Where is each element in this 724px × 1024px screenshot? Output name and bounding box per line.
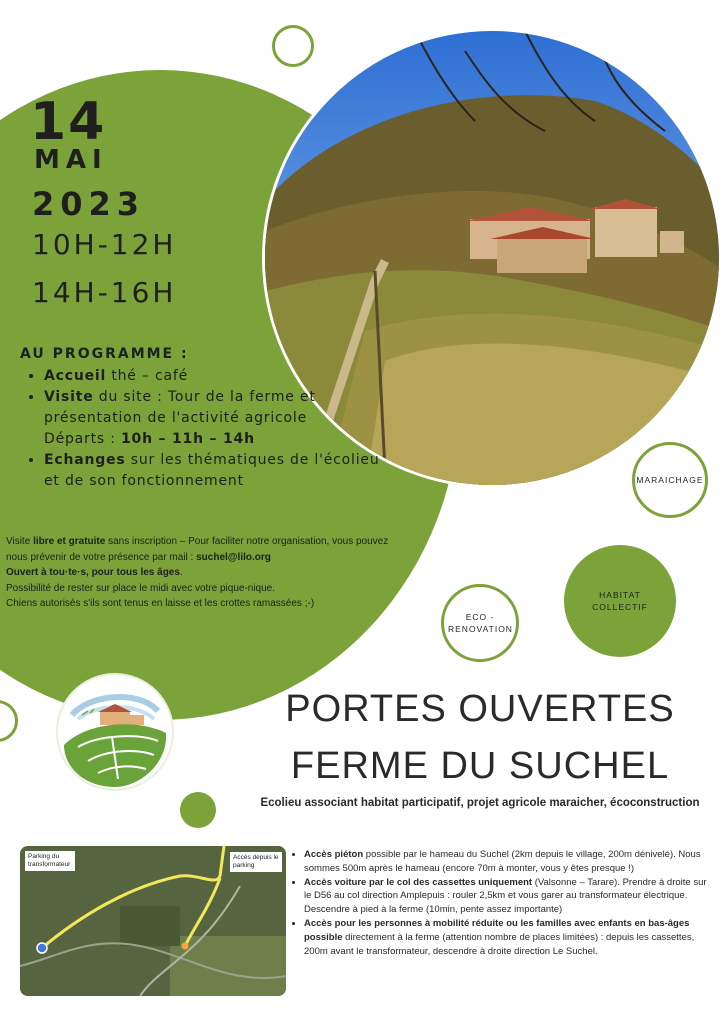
tag-eco-renovation: ECO - RENOVATION xyxy=(441,584,519,662)
program-item-echanges: • Echanges sur les thématiques de l'écolieu et de son fonctionnement xyxy=(44,450,380,492)
access-voiture: • Accès voiture par le col des cassettes uniquement (Valsonne – Tarare). Prendre à droite sur le D56 au col direction Amplepuis : rouler 2,5km et vous garer au transformateur électrique. Descendre à pied à la ferme (10min, pente assez importante) xyxy=(304,876,715,917)
program-item-accueil: • Accueil thé – café xyxy=(44,366,380,387)
program-title: AU PROGRAMME : xyxy=(20,346,189,362)
small-dot xyxy=(180,792,216,828)
subtitle: Ecolieu associant habitat participatif, projet agricole maraicher, écoconstruction xyxy=(260,797,700,809)
access-pieton: • Accès piéton possible par le hameau du Suchel (2km depuis le village, 200m dénivelé). Nous sommes 500m après le hameau (encore 70m à monter, vous y êtes presque !) xyxy=(304,848,715,876)
logo xyxy=(58,675,172,789)
tag-habitat-collectif: HABITAT COLLECTIF xyxy=(564,545,676,657)
program-list xyxy=(30,366,380,492)
logo-icon xyxy=(58,675,172,789)
small-ring-top xyxy=(272,25,314,67)
date-year: 2023 xyxy=(32,185,146,223)
ring-left-edge xyxy=(0,700,18,742)
access-instructions xyxy=(290,848,715,958)
email-link[interactable]: suchel@lilo.org xyxy=(196,551,271,563)
info-paragraph: Visite libre et gratuite sans inscription – Pour faciliter notre organisation, vous pouvez nous prévenir de votre présence par mail : suchel@lilo.org Ouvert à tou·te·s, pour tous les âges. Possibilité de rester sur place le midi avec votre pique-nique. Chiens autorisés s'ils sont tenus en laisse et les crottes ramassées ;-) xyxy=(6,536,389,609)
program-item-visite: • Visite du site : Tour de la ferme et présentation de l'activité agricole Départs : 10h – 11h – 14h xyxy=(44,387,380,450)
access-pmr: • Accès pour les personnes à mobilité réduite ou les familles avec enfants en bas-âges possible directement à la ferme (attention nombre de places limitées) : depuis les cassettes, 200m avant le transformateur, descendre à droite direction Le Suchel. xyxy=(304,917,715,958)
time-afternoon: 14H-16H xyxy=(32,276,177,309)
date-month: MAI xyxy=(34,145,108,175)
time-morning: 10H-12H xyxy=(32,228,177,261)
page-title-line1: PORTES OUVERTES xyxy=(285,688,675,730)
date-day: 14 xyxy=(30,92,107,152)
map-label-parking: Parking du transformateur xyxy=(25,851,75,871)
map-label-acces: Accès depuis le parking xyxy=(230,852,282,872)
page-title-line2: FERME DU SUCHEL xyxy=(290,745,670,787)
tag-maraichage: MARAICHAGE xyxy=(632,442,708,518)
access-map xyxy=(20,846,286,996)
